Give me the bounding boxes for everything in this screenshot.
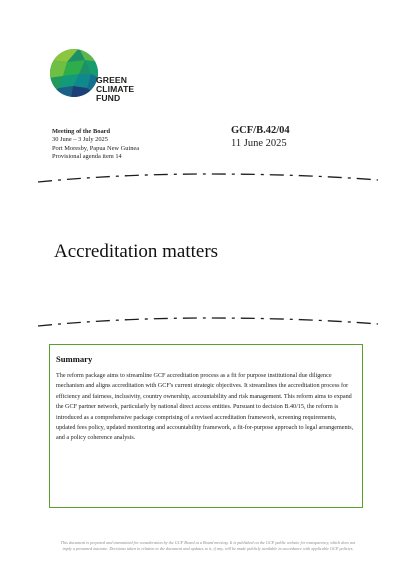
decorative-divider-bottom bbox=[38, 314, 378, 328]
logo-line-2: CLIMATE bbox=[96, 84, 135, 94]
document-info bbox=[231, 124, 290, 151]
footer-disclaimer: This document is prepared and transmitted for consideration by the GCF Board at a Board meeting. It is published on the GCF public website for transparency, which does not imply a presumed outcome. Decisions taken in relation to the document and updates to it, if any, will be made publicly available in accordance with applicable GCF policies. bbox=[60, 540, 356, 551]
summary-body: The reform package aims to streamline GCF accreditation process as a fit for purpose institutional due diligence mechanism and aligns accreditation with GCF's current strategic objectives. It streamlines the accreditation process for efficiency and fairness, inclusivity, country ownership, accountability and risk management. This reform aims to expand the GCF partner network, particularly by national direct access entities. Pursuant to decision B.40/15, the reform is introduced as a comprehensive package comprising of a revised accreditation framework, screening requirements, updated fees policy, updated monitoring and accountability framework, a fit-for-purpose approach to legal arrangements, and a policy coherence analysis. bbox=[56, 373, 354, 442]
decorative-divider-top bbox=[38, 172, 378, 186]
document-code: GCF/B.42/04 bbox=[231, 125, 290, 136]
meeting-info bbox=[52, 128, 139, 162]
meeting-location: Port Moresby, Papua New Guinea bbox=[52, 144, 140, 152]
logo-line-3: FUND bbox=[96, 93, 121, 103]
document-title: Accreditation matters bbox=[54, 241, 219, 262]
logo-wordmark bbox=[96, 76, 134, 103]
logo-line-1: GREEN bbox=[96, 75, 128, 85]
document-date: 11 June 2025 bbox=[231, 138, 287, 149]
meeting-title: Meeting of the Board bbox=[52, 128, 111, 135]
summary-heading: Summary bbox=[56, 354, 93, 364]
meeting-dates: 30 June – 3 July 2025 bbox=[52, 136, 108, 144]
summary-box bbox=[49, 344, 363, 508]
agenda-item: Provisional agenda item 14 bbox=[52, 153, 122, 161]
